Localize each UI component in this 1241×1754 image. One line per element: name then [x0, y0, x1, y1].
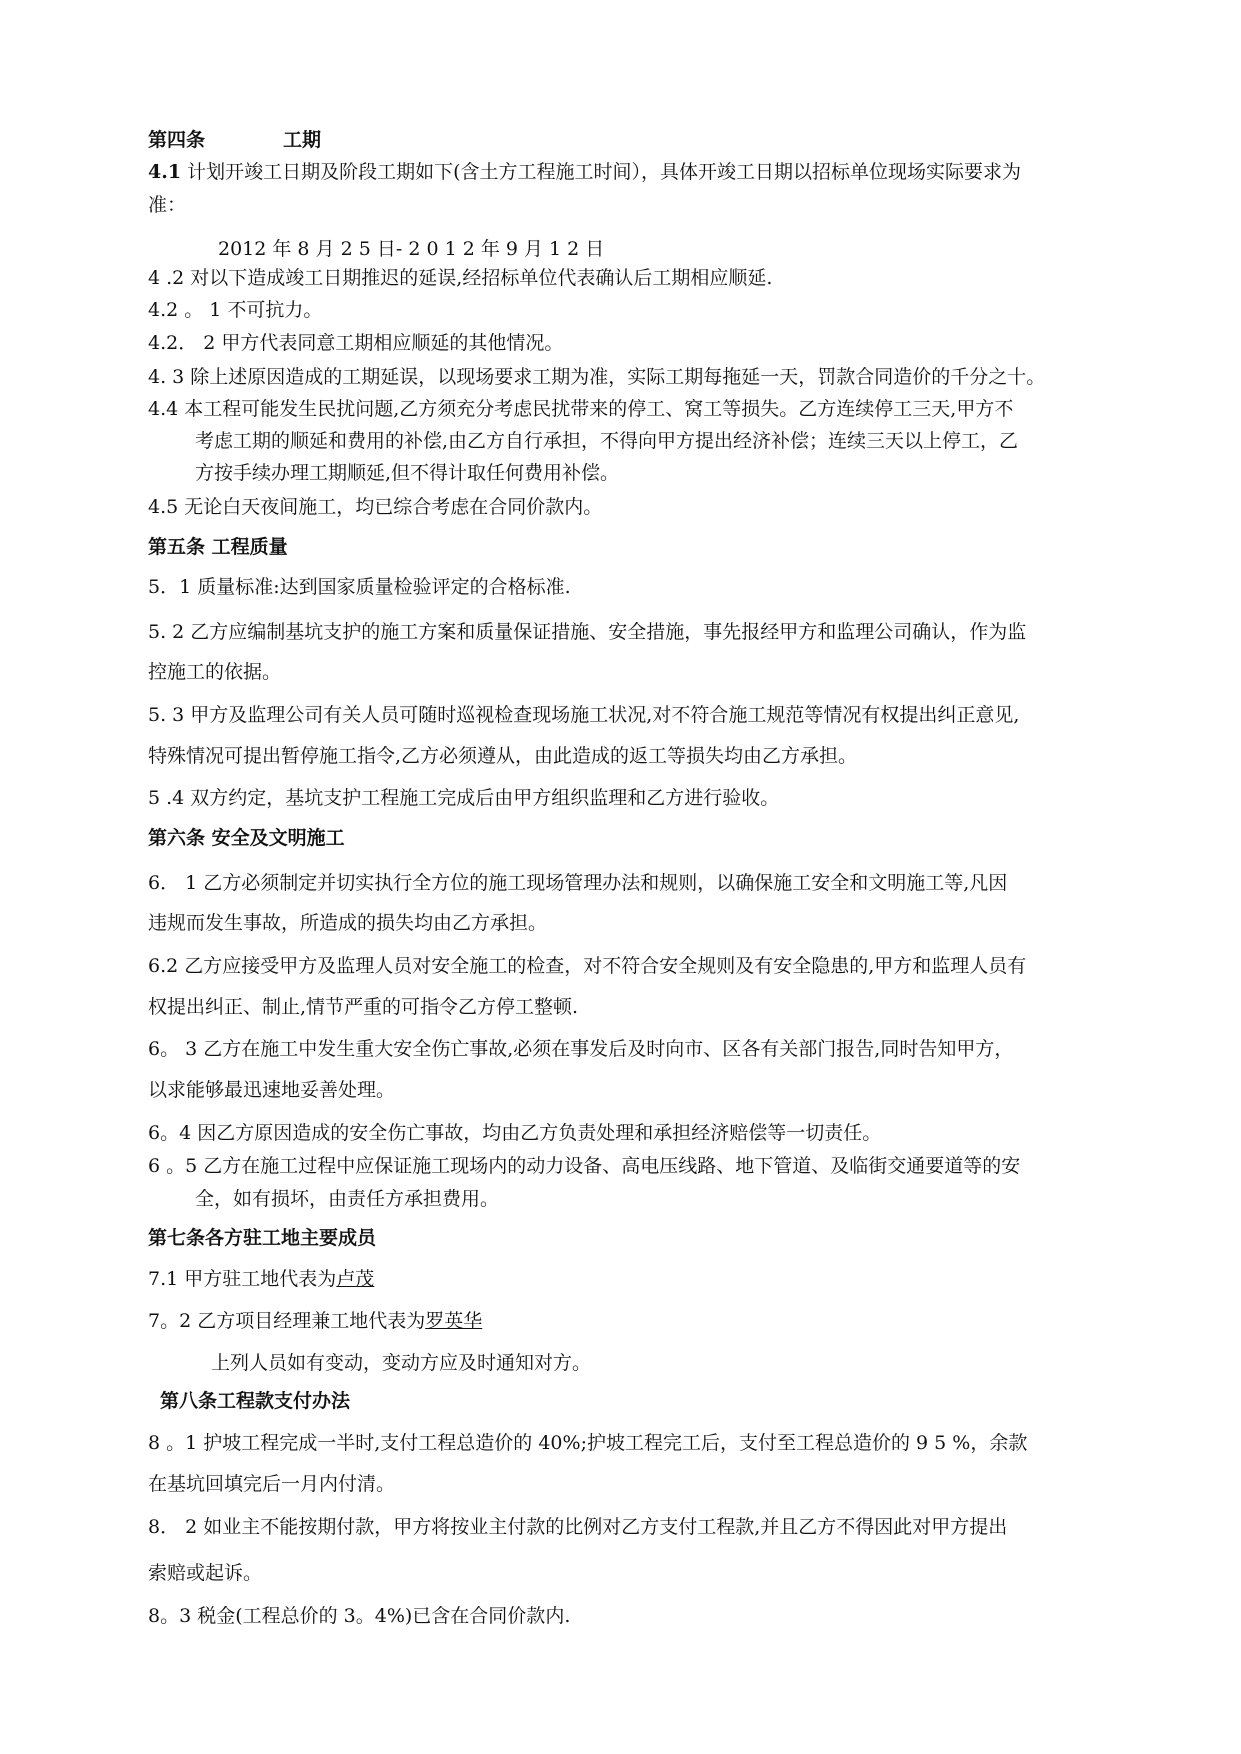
article-4-title: 工期 — [283, 129, 322, 151]
clause-5-1: 5．1 质量标准:达到国家质量检验评定的合格标准. — [148, 576, 571, 598]
clause-8-2-line-1: 8． 2 如业主不能按期付款，甲方将按业主付款的比例对乙方支付工程款,并且乙方不得因此对甲方提出 — [148, 1516, 1008, 1538]
clause-7-1 — [148, 1266, 374, 1292]
clause-4-1-number: 4.1 — [148, 161, 182, 183]
clause-4-2: 4 .2 对以下造成竣工日期推迟的延误,经招标单位代表确认后工期相应顺延. — [148, 267, 773, 289]
party-b-manager-name: 罗英华 — [425, 1310, 483, 1332]
article-7-heading: 第七条各方驻工地主要成员 — [148, 1227, 377, 1249]
clause-4-4-line-3: 方按手续办理工期顺延,但不得计取任何费用补偿。 — [195, 462, 620, 484]
construction-dates: 2012 年 8 月 2 5 日- 2 0 1 2 年 9 月 1 2 日 — [218, 238, 605, 260]
clause-4-5: 4.5 无论白天夜间施工，均已综合考虑在合同价款内。 — [148, 496, 603, 518]
clause-4-1-line-2: 准： — [148, 194, 187, 216]
clause-5-3-line-1: 5. 3 甲方及监理公司有关人员可随时巡视检查现场施工状况,对不符合施工规范等情况有权提出纠正意见, — [148, 704, 1020, 726]
party-a-representative-name: 卢茂 — [336, 1268, 375, 1290]
personnel-change-note: 上列人员如有变动，变动方应及时通知对方。 — [211, 1352, 592, 1374]
clause-6-5-line-2: 全，如有损坏，由责任方承担费用。 — [195, 1188, 500, 1210]
clause-5-2-line-2: 控施工的依据。 — [148, 661, 282, 683]
article-6-heading: 第六条 安全及文明施工 — [148, 827, 345, 849]
clause-6-1-line-1: 6． 1 乙方必须制定并切实执行全方位的施工现场管理办法和规则，以确保施工安全和文明施工等,凡因 — [148, 872, 1008, 894]
clause-6-2-line-1: 6.2 乙方应接受甲方及监理人员对安全施工的检查，对不符合安全规则及有安全隐患的,甲方和监理人员有 — [148, 955, 1027, 977]
clause-4-1-line-1 — [148, 159, 1021, 185]
clause-5-3-line-2: 特殊情况可提出暂停施工指令,乙方必须遵从，由此造成的返工等损失均由乙方承担。 — [148, 745, 858, 767]
clause-4-4-line-2: 考虑工期的顺延和费用的补偿,由乙方自行承担，不得向甲方提出经济补偿；连续三天以上停工，乙 — [195, 430, 1019, 452]
clause-4-2-2: 4.2． 2 甲方代表同意工期相应顺延的其他情况。 — [148, 332, 564, 354]
clause-6-2-line-2: 权提出纠正、制止,情节严重的可指令乙方停工整顿. — [148, 996, 579, 1018]
clause-4-1-text: 计划开竣工日期及阶段工期如下(含土方工程施工时间），具体开竣工日期以招标单位现场实际要求为 — [187, 161, 1022, 183]
clause-5-2-line-1: 5. 2 乙方应编制基坑支护的施工方案和质量保证措施、安全措施，事先报经甲方和监理公司确认，作为监 — [148, 621, 1027, 643]
clause-4-2-1: 4.2 。 1 不可抗力。 — [148, 299, 323, 321]
clause-8-2-line-2: 索赔或起诉。 — [148, 1562, 263, 1584]
article-5-heading: 第五条 工程质量 — [148, 536, 288, 558]
clause-7-1-text: 7.1 甲方驻工地代表为 — [148, 1268, 337, 1290]
clause-6-5-line-1: 6 。5 乙方在施工过程中应保证施工现场内的动力设备、高电压线路、地下管道、及临街交通要道等的安 — [148, 1155, 1021, 1177]
clause-7-2-text: 7。2 乙方项目经理兼工地代表为 — [148, 1310, 426, 1332]
clause-4-4-line-1: 4.4 本工程可能发生民扰问题,乙方须充分考虑民扰带来的停工、窝工等损失。乙方连续停工三天,甲方不 — [148, 398, 1014, 420]
article-4-number: 第四条 — [148, 129, 206, 151]
clause-6-4: 6。4 因乙方原因造成的安全伤亡事故，均由乙方负责处理和承担经济赔偿等一切责任。 — [148, 1122, 882, 1144]
article-4-heading — [148, 127, 321, 153]
article-8-heading: 第八条工程款支付办法 — [160, 1390, 351, 1412]
clause-6-1-line-2: 违规而发生事故，所造成的损失均由乙方承担。 — [148, 912, 548, 934]
clause-7-2 — [148, 1308, 482, 1334]
clause-8-3: 8。3 税金(工程总价的 3。4%)已含在合同价款内. — [148, 1605, 571, 1627]
clause-8-1-line-1: 8 。1 护坡工程完成一半时,支付工程总造价的 40%;护坡工程完工后，支付至工程总造价的 9 5 %，余款 — [148, 1432, 1028, 1454]
clause-6-3-line-1: 6。 3 乙方在施工中发生重大安全伤亡事故,必须在事发后及时向市、区各有关部门报告,同时告知甲方， — [148, 1038, 1014, 1060]
clause-8-1-line-2: 在基坑回填完后一月内付清。 — [148, 1473, 396, 1495]
clause-5-4: 5 .4 双方约定，基坑支护工程施工完成后由甲方组织监理和乙方进行验收。 — [148, 787, 780, 809]
clause-6-3-line-2: 以求能够最迅速地妥善处理。 — [148, 1079, 396, 1101]
clause-4-3: 4. 3 除上述原因造成的工期延误，以现场要求工期为准，实际工期每拖延一天，罚款合同造价的千分之十。 — [148, 366, 1046, 388]
